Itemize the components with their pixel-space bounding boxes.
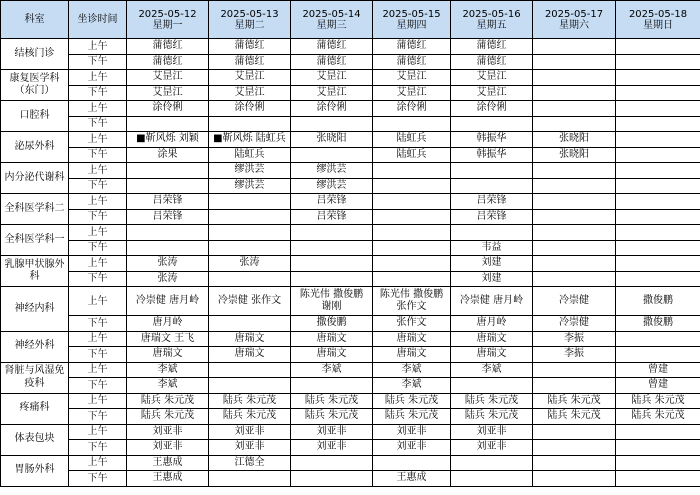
day-header (373, 1, 451, 39)
doctor-cell (533, 194, 616, 210)
doctor-cell (451, 471, 533, 487)
department-cell: 全科医学科一 (1, 225, 69, 256)
table-row (1, 240, 700, 256)
doctor-cell (616, 116, 700, 132)
table-row (1, 347, 700, 363)
doctor-cell: 蒲德红 (451, 39, 533, 55)
doctor-cell (209, 194, 291, 210)
doctor-cell (616, 440, 700, 456)
doctor-cell: 冷崇健 (533, 316, 616, 332)
time-slot-cell: 下午 (69, 440, 127, 456)
doctor-cell (291, 147, 373, 163)
table-row (1, 132, 700, 148)
doctor-cell (616, 39, 700, 55)
doctor-cell (373, 209, 451, 225)
doctor-cell: 王惠成 (127, 455, 209, 471)
doctor-cell (533, 85, 616, 101)
table-row (1, 471, 700, 487)
doctor-cell (127, 178, 209, 194)
doctor-cell (533, 101, 616, 117)
doctor-cell: 张晓阳 (291, 132, 373, 148)
time-slot-cell: 下午 (69, 209, 127, 225)
doctor-cell: 陆兵 朱元茂 (533, 409, 616, 425)
department-cell: 疼痛科 (1, 393, 69, 424)
doctor-cell: 艾昰江 (451, 85, 533, 101)
department-cell: 神经外科 (1, 331, 69, 362)
doctor-cell: 艾昰江 (291, 85, 373, 101)
header-row (1, 1, 700, 39)
doctor-cell: 艾昰江 (373, 70, 451, 86)
doctor-cell (616, 147, 700, 163)
doctor-cell: 艾昰江 (127, 85, 209, 101)
doctor-cell: 陈光伟 撒俊鹏 张作文 (373, 287, 451, 316)
doctor-cell: 蒲德红 (373, 54, 451, 70)
doctor-cell (209, 225, 291, 241)
doctor-cell: 陆兵 朱元茂 (451, 409, 533, 425)
doctor-cell: 艾昰江 (209, 85, 291, 101)
doctor-cell: 刘亚非 (451, 424, 533, 440)
table-row (1, 54, 700, 70)
doctor-cell: 陆兵 朱元茂 (533, 393, 616, 409)
doctor-cell: 撒俊鹏 (616, 316, 700, 332)
doctor-cell: 张晓阳 (533, 132, 616, 148)
doctor-cell: 刘亚非 (127, 440, 209, 456)
time-slot-cell: 上午 (69, 39, 127, 55)
doctor-cell: 艾昰江 (291, 70, 373, 86)
doctor-cell (533, 225, 616, 241)
doctor-cell (291, 116, 373, 132)
doctor-cell (533, 378, 616, 394)
table-row (1, 424, 700, 440)
day-header (127, 1, 209, 39)
doctor-cell (616, 178, 700, 194)
doctor-cell: 陆虹兵 (209, 147, 291, 163)
doctor-cell (533, 178, 616, 194)
doctor-cell: 刘亚非 (209, 424, 291, 440)
doctor-cell: 曾建 (616, 362, 700, 378)
doctor-cell (209, 471, 291, 487)
doctor-cell: 涂伶俐 (291, 101, 373, 117)
doctor-cell: 艾昰江 (127, 70, 209, 86)
doctor-cell: 蒲德红 (451, 54, 533, 70)
time-slot-cell: 上午 (69, 362, 127, 378)
doctor-cell (209, 271, 291, 287)
doctor-cell: 陆兵 朱元茂 (209, 409, 291, 425)
time-slot-cell: 上午 (69, 194, 127, 210)
doctor-cell: 蒲德红 (209, 39, 291, 55)
doctor-cell (291, 471, 373, 487)
table-row (1, 455, 700, 471)
time-slot-cell: 上午 (69, 132, 127, 148)
doctor-cell (616, 240, 700, 256)
date-label: 2025-05-14 (302, 8, 361, 20)
doctor-cell: 唐月岭 (451, 316, 533, 332)
doctor-cell: 唐月岭 (127, 316, 209, 332)
doctor-cell (616, 132, 700, 148)
doctor-cell (451, 225, 533, 241)
doctor-cell (451, 163, 533, 179)
doctor-cell: 陆兵 朱元茂 (127, 393, 209, 409)
doctor-cell: 缪洪芸 (209, 163, 291, 179)
weekday-label: 星期一 (152, 19, 183, 31)
doctor-cell (533, 54, 616, 70)
doctor-cell (209, 378, 291, 394)
doctor-cell: 李斌 (127, 378, 209, 394)
department-cell: 肾脏与风湿免疫科 (1, 362, 69, 393)
doctor-cell (451, 178, 533, 194)
doctor-cell (616, 271, 700, 287)
time-slot-cell: 上午 (69, 163, 127, 179)
doctor-cell (533, 440, 616, 456)
doctor-cell: 冷崇健 (533, 287, 616, 316)
time-slot-cell: 下午 (69, 116, 127, 132)
doctor-cell: ■靳风烁 陆虹兵 (209, 132, 291, 148)
doctor-cell (533, 39, 616, 55)
department-cell: 结核门诊 (1, 39, 69, 70)
doctor-cell (533, 271, 616, 287)
doctor-cell: 唐瑞文 (451, 347, 533, 363)
doctor-cell: 陆兵 朱元茂 (127, 409, 209, 425)
table-row (1, 178, 700, 194)
weekday-label: 星期三 (316, 19, 347, 31)
table-row (1, 194, 700, 210)
time-slot-cell: 下午 (69, 271, 127, 287)
doctor-cell: 蒲德红 (127, 39, 209, 55)
time-slot-cell: 下午 (69, 85, 127, 101)
doctor-cell: 李斌 (127, 362, 209, 378)
doctor-cell (533, 362, 616, 378)
doctor-cell (373, 455, 451, 471)
department-cell: 内分泌代谢科 (1, 163, 69, 194)
doctor-cell: 刘亚非 (373, 424, 451, 440)
doctor-cell: 唐瑞文 (127, 347, 209, 363)
department-cell: 泌尿外科 (1, 132, 69, 163)
doctor-cell (533, 240, 616, 256)
doctor-cell: 李斌 (373, 362, 451, 378)
doctor-cell (373, 240, 451, 256)
doctor-cell: 张晓阳 (533, 147, 616, 163)
doctor-cell (451, 116, 533, 132)
table-row (1, 287, 700, 316)
table-row (1, 147, 700, 163)
time-slot-cell: 上午 (69, 393, 127, 409)
doctor-cell: 陆兵 朱元茂 (373, 409, 451, 425)
table-row (1, 316, 700, 332)
doctor-cell: 刘亚非 (209, 440, 291, 456)
doctor-cell (127, 163, 209, 179)
doctor-cell (616, 455, 700, 471)
doctor-cell: 陈光伟 撒俊鹏 谢刚 (291, 287, 373, 316)
doctor-cell (533, 163, 616, 179)
time-slot-cell: 上午 (69, 424, 127, 440)
doctor-cell: 李斌 (373, 378, 451, 394)
doctor-cell: 陆兵 朱元茂 (373, 393, 451, 409)
doctor-cell (616, 54, 700, 70)
doctor-cell: ■靳风烁 刘颖 (127, 132, 209, 148)
doctor-cell: 韩振华 (451, 132, 533, 148)
doctor-cell: 吕荣锋 (291, 194, 373, 210)
doctor-cell: 刘亚非 (127, 424, 209, 440)
department-cell: 体表包块 (1, 424, 69, 455)
doctor-cell (291, 455, 373, 471)
table-row (1, 256, 700, 272)
doctor-cell: 唐瑞文 (373, 331, 451, 347)
department-cell: 乳腺甲状腺外科 (1, 256, 69, 287)
doctor-cell: 艾昰江 (209, 70, 291, 86)
doctor-cell: 刘亚非 (451, 440, 533, 456)
doctor-cell: 唐瑞文 王飞 (127, 331, 209, 347)
department-cell: 康复医学科（东门） (1, 70, 69, 101)
time-slot-cell: 上午 (69, 70, 127, 86)
table-row (1, 409, 700, 425)
doctor-cell (616, 194, 700, 210)
doctor-cell: 蒲德红 (127, 54, 209, 70)
table-row (1, 70, 700, 86)
doctor-cell: 蒲德红 (291, 54, 373, 70)
doctor-cell: 唐瑞文 (291, 347, 373, 363)
doctor-cell: 蒲德红 (209, 54, 291, 70)
doctor-cell: 吕荣锋 (127, 209, 209, 225)
doctor-cell: 冷崇健 唐月岭 (451, 287, 533, 316)
doctor-cell: 王惠成 (127, 471, 209, 487)
doctor-cell: 艾昰江 (451, 70, 533, 86)
doctor-cell: 张涛 (127, 256, 209, 272)
doctor-cell (373, 256, 451, 272)
doctor-cell: 李振 (533, 347, 616, 363)
doctor-cell: 刘亚非 (373, 440, 451, 456)
doctor-cell (291, 256, 373, 272)
weekday-label: 星期四 (396, 19, 427, 31)
doctor-cell: 唐瑞文 (209, 331, 291, 347)
doctor-cell (373, 271, 451, 287)
doctor-cell (616, 225, 700, 241)
date-label: 2025-05-12 (138, 8, 197, 20)
weekday-label: 星期六 (559, 19, 589, 31)
doctor-cell: 陆兵 朱元茂 (616, 393, 700, 409)
date-label: 2025-05-13 (220, 8, 279, 20)
dept-header: 科室 (1, 1, 69, 39)
doctor-cell: 刘亚非 (291, 424, 373, 440)
doctor-cell (291, 240, 373, 256)
doctor-cell (209, 116, 291, 132)
table-row (1, 101, 700, 117)
doctor-cell (533, 116, 616, 132)
doctor-cell: 冷崇健 唐月岭 (127, 287, 209, 316)
doctor-cell: 撒俊鹏 (616, 287, 700, 316)
doctor-cell: 张涛 (209, 256, 291, 272)
time-slot-cell: 下午 (69, 178, 127, 194)
doctor-cell: 涂伶俐 (127, 101, 209, 117)
doctor-cell: 陆兵 朱元茂 (451, 393, 533, 409)
time-slot-cell: 下午 (69, 240, 127, 256)
doctor-cell: 涂伶俐 (209, 101, 291, 117)
doctor-cell (616, 347, 700, 363)
doctor-cell (533, 256, 616, 272)
doctor-cell: 涂果 (127, 147, 209, 163)
time-slot-cell: 下午 (69, 347, 127, 363)
doctor-cell: 吕荣锋 (291, 209, 373, 225)
time-slot-cell: 下午 (69, 409, 127, 425)
table-row (1, 271, 700, 287)
doctor-cell (616, 256, 700, 272)
doctor-cell: 蒲德红 (373, 39, 451, 55)
day-header (291, 1, 373, 39)
table-row (1, 39, 700, 55)
weekday-label: 星期日 (643, 19, 673, 31)
day-header (616, 1, 700, 39)
time-slot-cell: 下午 (69, 147, 127, 163)
doctor-cell: 李振 (533, 331, 616, 347)
date-label: 2025-05-16 (462, 8, 521, 20)
time-slot-cell: 下午 (69, 471, 127, 487)
doctor-cell: 缪洪芸 (291, 163, 373, 179)
department-cell: 全科医学科二 (1, 194, 69, 225)
time-slot-cell: 上午 (69, 331, 127, 347)
department-cell: 口腔科 (1, 101, 69, 132)
doctor-cell (209, 316, 291, 332)
doctor-cell (127, 240, 209, 256)
time-slot-cell: 上午 (69, 287, 127, 316)
doctor-cell: 李斌 (291, 362, 373, 378)
day-header (533, 1, 616, 39)
doctor-cell: 刘建 (451, 256, 533, 272)
weekday-label: 星期二 (234, 19, 265, 31)
time-slot-cell: 上午 (69, 225, 127, 241)
doctor-cell (373, 225, 451, 241)
doctor-cell: 缪洪芸 (291, 178, 373, 194)
doctor-cell (616, 85, 700, 101)
doctor-cell (127, 225, 209, 241)
doctor-cell (291, 271, 373, 287)
doctor-cell: 韩振华 (451, 147, 533, 163)
doctor-cell (616, 163, 700, 179)
table-row (1, 440, 700, 456)
doctor-cell (451, 455, 533, 471)
doctor-cell (616, 70, 700, 86)
doctor-cell: 唐瑞文 (451, 331, 533, 347)
doctor-cell (291, 225, 373, 241)
doctor-cell: 唐瑞文 (209, 347, 291, 363)
doctor-cell (209, 362, 291, 378)
doctor-cell: 韦益 (451, 240, 533, 256)
table-row (1, 209, 700, 225)
time-slot-cell: 上午 (69, 256, 127, 272)
doctor-cell: 撒俊鹏 (291, 316, 373, 332)
department-cell: 胃肠外科 (1, 455, 69, 486)
doctor-cell (373, 194, 451, 210)
doctor-cell (209, 240, 291, 256)
doctor-cell (451, 378, 533, 394)
doctor-cell (616, 209, 700, 225)
doctor-cell (533, 471, 616, 487)
doctor-cell: 吕荣锋 (451, 209, 533, 225)
table-row (1, 116, 700, 132)
time-slot-cell: 上午 (69, 101, 127, 117)
doctor-cell (373, 178, 451, 194)
table-row (1, 378, 700, 394)
table-row (1, 85, 700, 101)
table-row (1, 163, 700, 179)
doctor-cell: 陆兵 朱元茂 (616, 409, 700, 425)
time-slot-cell: 上午 (69, 455, 127, 471)
doctor-cell (127, 116, 209, 132)
doctor-cell (209, 209, 291, 225)
doctor-cell (616, 101, 700, 117)
doctor-cell: 陆虹兵 (373, 147, 451, 163)
doctor-cell: 缪洪芸 (209, 178, 291, 194)
doctor-cell: 吕荣锋 (451, 194, 533, 210)
doctor-cell: 曾建 (616, 378, 700, 394)
doctor-cell (533, 70, 616, 86)
day-header (451, 1, 533, 39)
time-header: 坐诊时间 (69, 1, 127, 39)
doctor-cell: 蒲德红 (291, 39, 373, 55)
doctor-cell (533, 424, 616, 440)
time-slot-cell: 下午 (69, 54, 127, 70)
doctor-cell (616, 331, 700, 347)
doctor-cell: 陆兵 朱元茂 (291, 409, 373, 425)
doctor-cell: 刘亚非 (291, 440, 373, 456)
table-row (1, 225, 700, 241)
day-header (209, 1, 291, 39)
schedule-body (1, 39, 700, 487)
date-label: 2025-05-17 (544, 8, 604, 20)
doctor-cell: 江德全 (209, 455, 291, 471)
doctor-cell: 吕荣锋 (127, 194, 209, 210)
table-row (1, 362, 700, 378)
doctor-cell (533, 209, 616, 225)
doctor-cell: 陆虹兵 (373, 132, 451, 148)
time-slot-cell: 下午 (69, 316, 127, 332)
doctor-cell (533, 455, 616, 471)
doctor-cell: 刘建 (451, 271, 533, 287)
table-row (1, 331, 700, 347)
doctor-cell (616, 471, 700, 487)
doctor-cell: 涂伶俐 (451, 101, 533, 117)
date-label: 2025-05-18 (628, 8, 688, 20)
doctor-cell: 唐瑞文 (291, 331, 373, 347)
doctor-cell (373, 163, 451, 179)
doctor-cell (291, 378, 373, 394)
doctor-cell: 冷崇健 张作文 (209, 287, 291, 316)
doctor-cell: 陆兵 朱元茂 (291, 393, 373, 409)
doctor-cell: 王惠成 (373, 471, 451, 487)
doctor-cell: 唐瑞文 (373, 347, 451, 363)
doctor-cell: 张涛 (127, 271, 209, 287)
date-label: 2025-05-15 (382, 8, 441, 20)
doctor-cell: 李斌 (451, 362, 533, 378)
weekday-label: 星期五 (476, 19, 507, 31)
doctor-cell (616, 424, 700, 440)
department-cell: 神经内科 (1, 287, 69, 332)
doctor-cell: 陆兵 朱元茂 (209, 393, 291, 409)
time-slot-cell: 下午 (69, 378, 127, 394)
doctor-cell: 艾昰江 (373, 85, 451, 101)
doctor-cell: 张作文 (373, 316, 451, 332)
doctor-cell: 涂伶俐 (373, 101, 451, 117)
doctor-cell (373, 116, 451, 132)
table-row (1, 393, 700, 409)
